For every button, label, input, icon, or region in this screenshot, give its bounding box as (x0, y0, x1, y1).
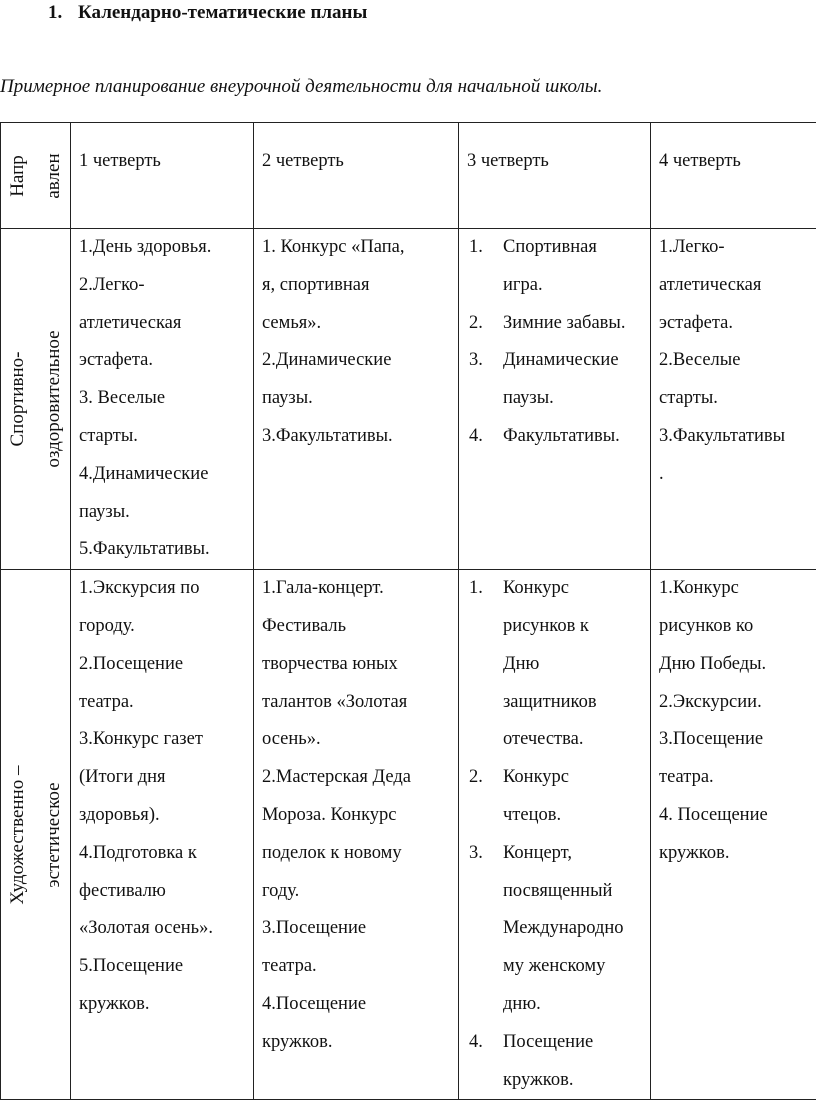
activity-line: Дню Победы. (659, 646, 810, 684)
activity-line: здоровья). (79, 797, 247, 835)
direction-label-line: эстетическое (36, 765, 71, 904)
list-item-line: кружков. (503, 1062, 644, 1100)
direction-header-line: Напр (1, 153, 36, 198)
list-item-number: 4. (469, 418, 483, 456)
list-item (467, 570, 644, 759)
list-item-line: паузы. (503, 380, 644, 418)
list-item-line: рисунков к (503, 608, 644, 646)
quarter-header-3: 3 четверть (459, 123, 651, 229)
activity-cell-q3 (459, 570, 651, 1100)
list-item-number: 4. (469, 1024, 483, 1062)
activity-line: талантов «Золотая (262, 684, 452, 722)
activity-line: 2.Посещение (79, 646, 247, 684)
list-item-line: Факультативы. (503, 418, 644, 456)
activity-line: я, спортивная (262, 267, 452, 305)
list-item (467, 835, 644, 1024)
direction-label (1, 765, 71, 904)
activity-line: городу. (79, 608, 247, 646)
list-item-line: Посещение (503, 1024, 644, 1062)
activity-line: 3.Посещение (659, 721, 810, 759)
list-item-line: Международно (503, 910, 644, 948)
activity-line: театра. (262, 948, 452, 986)
activity-line: 2.Экскурсии. (659, 684, 810, 722)
quarter-header-4: 4 четверть (651, 123, 816, 229)
list-item-line: посвященный (503, 873, 644, 911)
activity-line: кружков. (659, 835, 810, 873)
plan-table (0, 122, 816, 1100)
list-item-line: защитников (503, 684, 644, 722)
activity-line: (Итоги дня (79, 759, 247, 797)
activity-cell-q3 (459, 229, 651, 570)
list-item-number: 3. (469, 835, 483, 873)
list-item-number: 1. (469, 570, 483, 608)
list-item-line: Концерт, (503, 835, 644, 873)
activity-line: 5.Посещение (79, 948, 247, 986)
list-item-line: отечества. (503, 721, 644, 759)
activity-line: паузы. (262, 380, 452, 418)
activity-line: 3.Посещение (262, 910, 452, 948)
activity-cell-q1 (71, 570, 254, 1100)
activity-line: 5.Факультативы. (79, 531, 247, 569)
list-item-number: 2. (469, 759, 483, 797)
list-item-number: 3. (469, 342, 483, 380)
activity-cell-q1 (71, 229, 254, 570)
activity-line: атлетическая (659, 267, 810, 305)
activity-line: эстафета. (79, 342, 247, 380)
direction-label-line: Художественно – (1, 765, 36, 904)
direction-header-line: авлен (36, 153, 71, 198)
activity-line: 4. Посещение (659, 797, 810, 835)
activity-line: 3.Конкурс газет (79, 721, 247, 759)
direction-cell (1, 229, 71, 570)
section-heading (48, 2, 367, 24)
activity-line: «Золотая осень». (79, 910, 247, 948)
list-item (467, 759, 644, 835)
list-item (467, 229, 644, 305)
activity-line: кружков. (262, 1024, 452, 1062)
list-item-line: Конкурс (503, 759, 644, 797)
activity-line: 3.Факультативы (659, 418, 810, 456)
activity-line: кружков. (79, 986, 247, 1024)
activity-line: фестивалю (79, 873, 247, 911)
list-item-number: 1. (469, 229, 483, 267)
activity-line: году. (262, 873, 452, 911)
activity-line: поделок к новому (262, 835, 452, 873)
activity-line: 3. Веселые (79, 380, 247, 418)
list-item-line: му женскому (503, 948, 644, 986)
activity-line: 4.Подготовка к (79, 835, 247, 873)
heading-number: 1. (48, 2, 78, 24)
activity-line: 1.Легко- (659, 229, 810, 267)
activity-line: 2.Мастерская Деда (262, 759, 452, 797)
activity-line: рисунков ко (659, 608, 810, 646)
activity-line: 2.Динамические (262, 342, 452, 380)
list-item-line: дню. (503, 986, 644, 1024)
activity-line: паузы. (79, 494, 247, 532)
activity-line: . (659, 456, 810, 494)
activity-line: 1.День здоровья. (79, 229, 247, 267)
activity-line: атлетическая (79, 305, 247, 343)
activity-cell-q2 (254, 229, 459, 570)
direction-label-line: оздоровительное (36, 330, 71, 467)
quarter-header-2: 2 четверть (254, 123, 459, 229)
heading-text: Календарно-тематические планы (78, 2, 367, 23)
list-item-line: Зимние забавы. (503, 305, 644, 343)
list-item-number: 2. (469, 305, 483, 343)
activity-cell-q4 (651, 570, 816, 1100)
document-subtitle: Примерное планирование внеурочной деятельности для начальной школы. (0, 76, 602, 98)
list-item (467, 418, 644, 456)
activity-line: 1.Экскурсия по (79, 570, 247, 608)
activity-line: Мороза. Конкурс (262, 797, 452, 835)
activity-line: 4.Динамические (79, 456, 247, 494)
activity-list (467, 229, 644, 456)
activity-line: 1.Конкурс (659, 570, 810, 608)
table-row-sport (1, 229, 816, 570)
list-item-line: Динамические (503, 342, 644, 380)
list-item-line: Конкурс (503, 570, 644, 608)
activity-line: театра. (659, 759, 810, 797)
activity-line: эстафета. (659, 305, 810, 343)
direction-label (1, 330, 71, 467)
list-item-line: Дню (503, 646, 644, 684)
list-item (467, 1024, 644, 1100)
activity-line: осень». (262, 721, 452, 759)
activity-cell-q2 (254, 570, 459, 1100)
activity-cell-q4 (651, 229, 816, 570)
list-item (467, 342, 644, 418)
table-row-art (1, 570, 816, 1100)
activity-line: 2.Легко- (79, 267, 247, 305)
direction-cell (1, 570, 71, 1100)
activity-line: старты. (79, 418, 247, 456)
activity-line: 3.Факультативы. (262, 418, 452, 456)
activity-line: 1.Гала-концерт. (262, 570, 452, 608)
table-header-row (1, 123, 816, 229)
direction-label-line: Спортивно- (1, 330, 36, 467)
list-item-line: чтецов. (503, 797, 644, 835)
activity-line: старты. (659, 380, 810, 418)
activity-line: творчества юных (262, 646, 452, 684)
activity-line: театра. (79, 684, 247, 722)
quarter-header-1: 1 четверть (71, 123, 254, 229)
list-item-line: Спортивная (503, 229, 644, 267)
activity-line: Фестиваль (262, 608, 452, 646)
list-item-line: игра. (503, 267, 644, 305)
activity-line: 1. Конкурс «Папа, (262, 229, 452, 267)
direction-header (1, 153, 71, 198)
activity-line: 4.Посещение (262, 986, 452, 1024)
direction-header-cell (1, 123, 71, 229)
activity-list (467, 570, 644, 1099)
list-item (467, 305, 644, 343)
activity-line: 2.Веселые (659, 342, 810, 380)
activity-line: семья». (262, 305, 452, 343)
